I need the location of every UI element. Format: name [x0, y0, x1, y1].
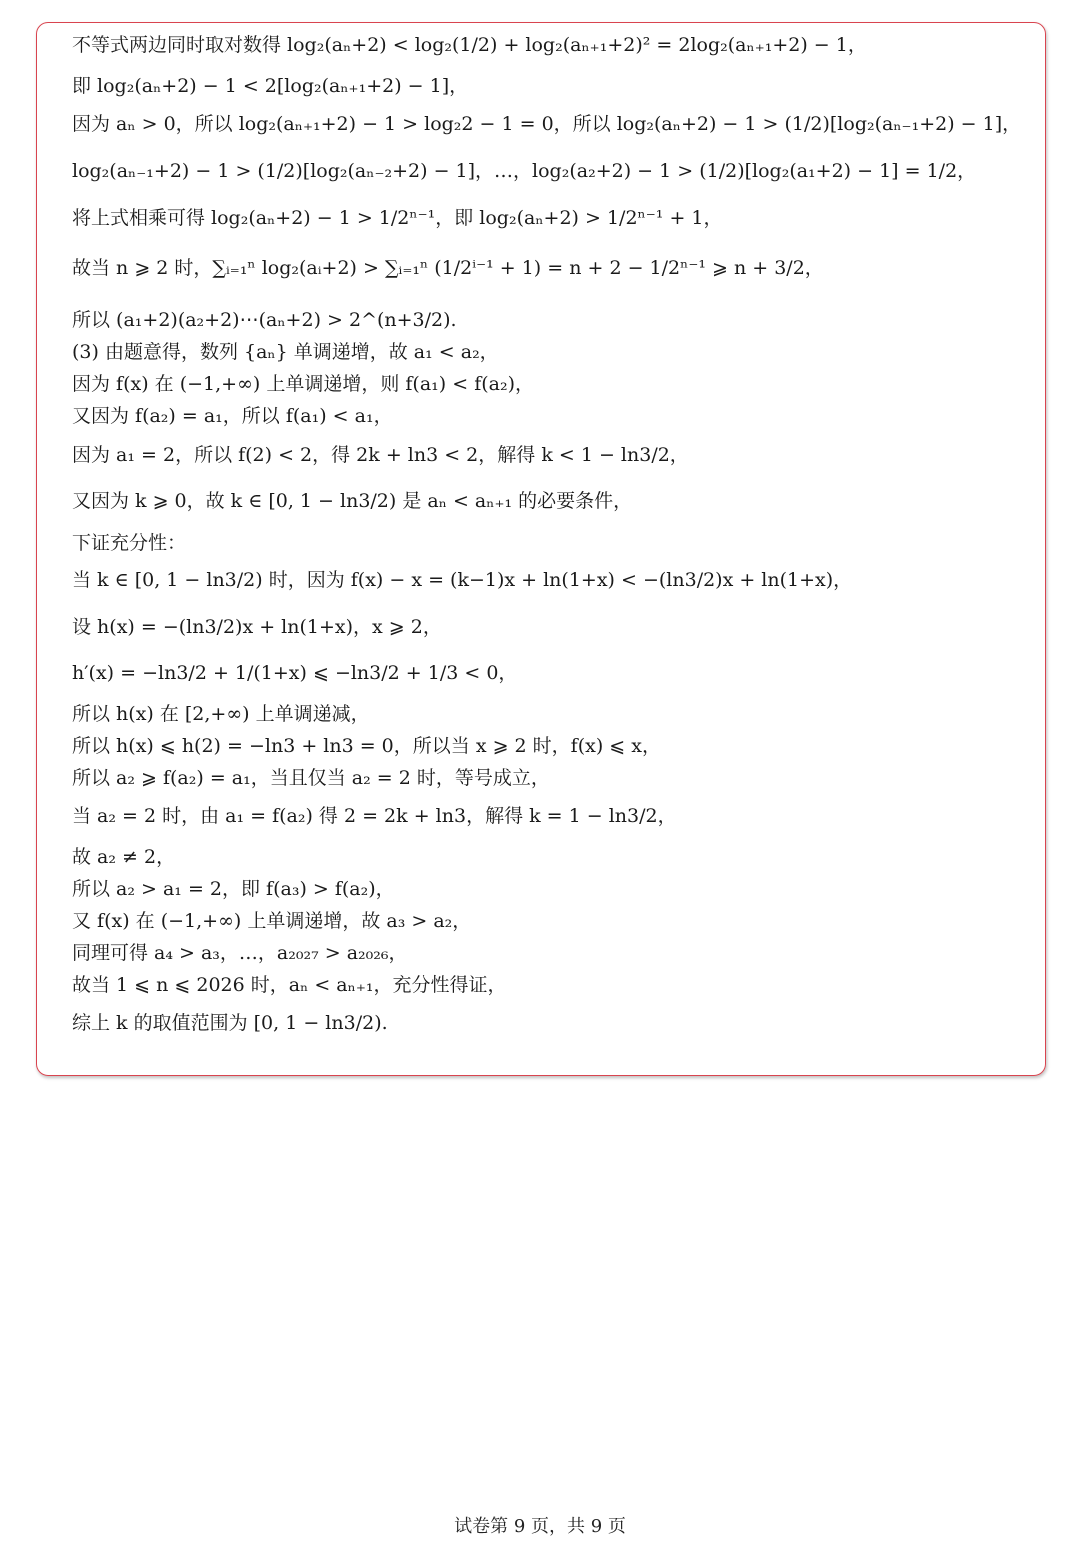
solution-line-21: 故 a₂ ≠ 2， [72, 846, 176, 868]
solution-line-23: 又 f(x) 在 (−1,+∞) 上单调递增，故 a₃ > a₂， [72, 910, 472, 932]
solution-line-4: log₂(aₙ₋₁+2) − 1 > (1/2)[log₂(aₙ₋₂+2) − 1]，…，log₂(a₂+2) − 1 > (1/2)[log₂(a₁+2) − 1] = 1/2， [72, 160, 977, 182]
solution-line-3: 因为 aₙ > 0，所以 log₂(aₙ₊₁+2) − 1 > log₂2 − 1 = 0，所以 log₂(aₙ+2) − 1 > (1/2)[log₂(aₙ₋₁+2) − 1]， [72, 113, 1022, 135]
solution-line-24: 同理可得 a₄ > a₃，…，a₂₀₂₇ > a₂₀₂₆， [72, 942, 408, 964]
solution-line-26: 综上 k 的取值范围为 [0, 1 − ln3/2). [72, 1012, 388, 1034]
solution-line-1: 不等式两边同时取对数得 log₂(aₙ+2) < log₂(1/2) + log₂(aₙ₊₁+2)² = 2log₂(aₙ₊₁+2) − 1， [72, 34, 867, 56]
solution-line-22: 所以 a₂ > a₁ = 2，即 f(a₃) > f(a₂)， [72, 878, 395, 900]
solution-line-25: 故当 1 ⩽ n ⩽ 2026 时，aₙ < aₙ₊₁，充分性得证， [72, 974, 507, 996]
solution-line-7: 所以 (a₁+2)(a₂+2)⋯(aₙ+2) > 2^(n+3/2). [72, 309, 457, 331]
solution-line-12: 又因为 k ⩾ 0，故 k ∈ [0, 1 − ln3/2) 是 aₙ < aₙ₊₁ 的必要条件， [72, 490, 633, 512]
solution-line-8: (3) 由题意得，数列 {aₙ} 单调递增，故 a₁ < a₂， [72, 341, 499, 363]
solution-line-20: 当 a₂ = 2 时，由 a₁ = f(a₂) 得 2 = 2k + ln3，解得 k = 1 − ln3/2， [72, 805, 677, 827]
solution-line-10: 又因为 f(a₂) = a₁，所以 f(a₁) < a₁， [72, 405, 393, 427]
solution-line-5: 将上式相乘可得 log₂(aₙ+2) − 1 > 1/2ⁿ⁻¹，即 log₂(aₙ+2) > 1/2ⁿ⁻¹ + 1， [72, 207, 723, 229]
page-footer: 试卷第 9 页，共 9 页 [454, 1516, 626, 1537]
solution-line-15: 设 h(x) = −(ln3/2)x + ln(1+x)，x ⩾ 2， [72, 616, 442, 638]
solution-line-6: 故当 n ⩾ 2 时，∑ᵢ₌₁ⁿ log₂(aᵢ+2) > ∑ᵢ₌₁ⁿ (1/2ⁱ⁻¹ + 1) = n + 2 − 1/2ⁿ⁻¹ ⩾ n + 3/2， [72, 257, 824, 279]
solution-line-14: 当 k ∈ [0, 1 − ln3/2) 时，因为 f(x) − x = (k−1)x + ln(1+x) < −(ln3/2)x + ln(1+x)， [72, 569, 853, 591]
solution-line-16: h′(x) = −ln3/2 + 1/(1+x) ⩽ −ln3/2 + 1/3 < 0， [72, 662, 518, 684]
solution-line-19: 所以 a₂ ⩾ f(a₂) = a₁，当且仅当 a₂ = 2 时，等号成立， [72, 767, 550, 789]
solution-line-9: 因为 f(x) 在 (−1,+∞) 上单调递增，则 f(a₁) < f(a₂)， [72, 373, 534, 395]
solution-line-18: 所以 h(x) ⩽ h(2) = −ln3 + ln3 = 0，所以当 x ⩾ 2 时，f(x) ⩽ x， [72, 735, 661, 757]
solution-line-2: 即 log₂(aₙ+2) − 1 < 2[log₂(aₙ₊₁+2) − 1]， [72, 75, 469, 97]
solution-line-11: 因为 a₁ = 2，所以 f(2) < 2，得 2k + ln3 < 2，解得 k < 1 − ln3/2， [72, 444, 689, 466]
solution-line-17: 所以 h(x) 在 [2,+∞) 上单调递减， [72, 703, 370, 725]
solution-line-13: 下证充分性： [72, 532, 187, 554]
